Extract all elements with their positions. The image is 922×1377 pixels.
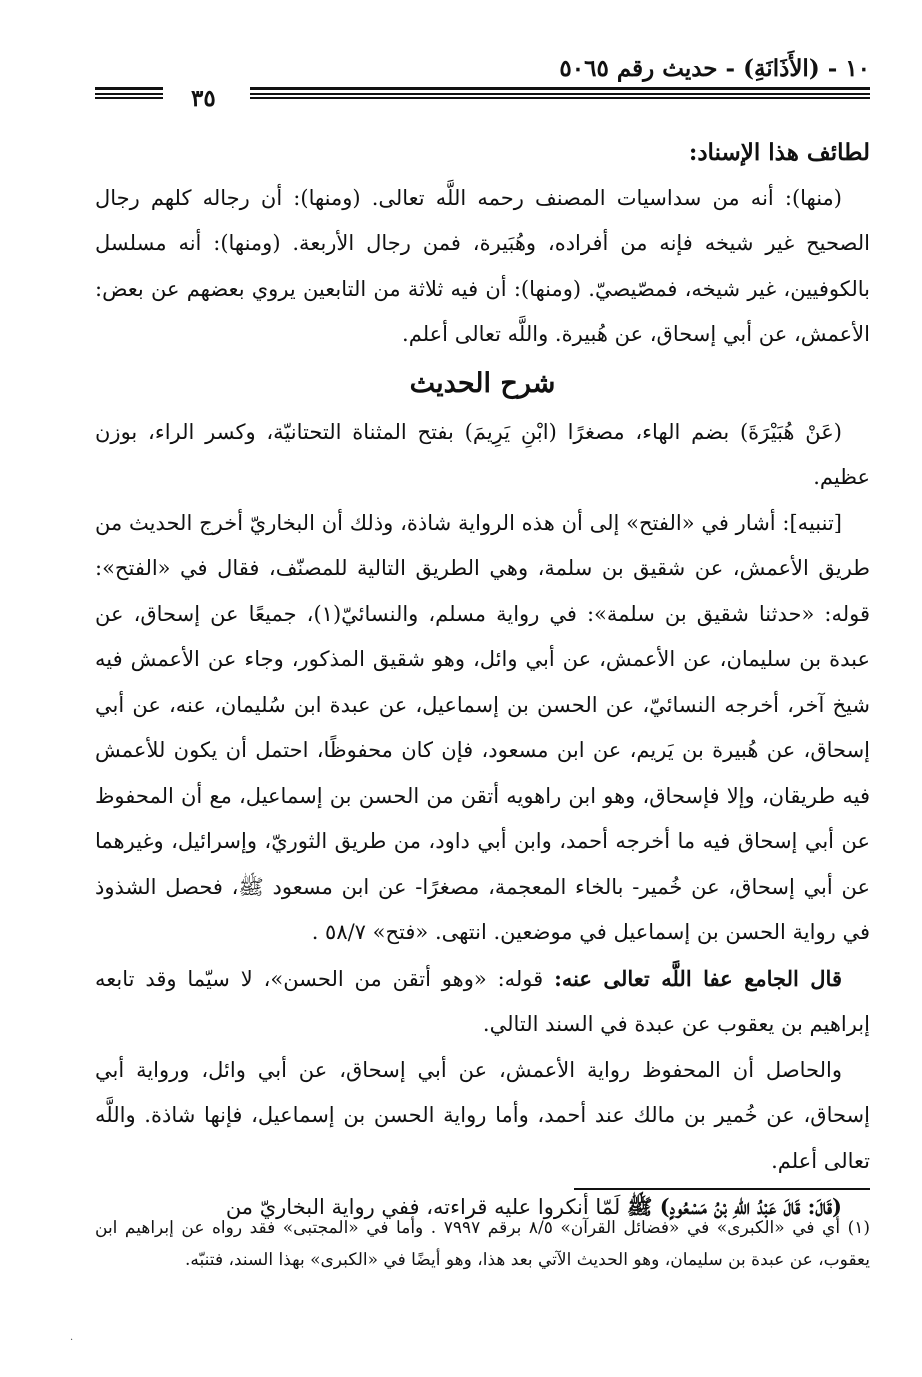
qala-text: لَمّا أنكروا عليه قراءته، ففي رواية البخاريّ من — [225, 1195, 628, 1219]
page-header — [95, 55, 870, 115]
paragraph-jami — [95, 956, 870, 1048]
section-heading-sharh: شرح الحديث — [409, 367, 556, 399]
running-title: ١٠ - (الأَذَانَةِ) - حديث رقم ٥٠٦٥ — [559, 55, 870, 82]
header-rule — [95, 97, 163, 99]
paragraph-tanbih: [تنبيه]: أشار في «الفتح» إلى أن هذه الرواية شاذة، وذلك أن البخاريّ أخرج الحديث من طريق الأعمش، عن شقيق بن سلمة، وهي الطريق التالية للمصنّف، فقال في «الفتح»: قوله: «حدثنا شقيق بن سلمة»: في رواية مسلم، والنسائيّ(١)، جميعًا عن إسحاق، عن عبدة بن سليمان، عن الأعمش، عن أبي وائل، وهو شقيق المذكور، وجاء عن الأعمش فيه شيخ آخر، أخرجه النسائيّ، عن الحسن بن إسماعيل، عن عبدة ابن سُليمان، عنه، عن أبي إسحاق، عن هُبيرة بن يَريم، عن ابن مسعود، فإن كان محفوظًا، احتمل أن يكون للأعمش فيه طريقان، وإلا فإسحاق، وهو ابن راهويه أتقن من الحسن بن إسماعيل، مع أن المحفوظ عن أبي إسحاق فيه ما أخرجه أحمد، وابن أبي داود، من طريق الثوريّ، وإسرائيل، وغيرهما عن أبي إسحاق، عن خُمير- بالخاء المعجمة، مصغرًا- عن ابن مسعود ﷺ، فحصل الشذوذ في رواية الحسن بن إسماعيل في موضعين. انتهى. «فتح» ٥٨/٧ . — [95, 510, 870, 944]
header-rule — [95, 87, 163, 95]
header-rule — [250, 87, 870, 95]
paragraph-hasil: والحاصل أن المحفوظ رواية الأعمش، عن أبي إسحاق، عن أبي وائل، ورواية أبي إسحاق، عن خُمير بن مالك عند أحمد، وأما رواية الحسن بن إسماعيل، فإنها شاذة. واللَّه تعالى أعلم. — [95, 1057, 870, 1173]
main-text — [95, 130, 870, 1231]
jami-label: قال الجامع عفا اللَّه تعالى عنه: — [554, 965, 842, 991]
footnotes — [95, 1212, 870, 1276]
jami-text: قوله: «وهو أتقن من الحسن»، لا سيّما وقد تابعه إبراهيم بن يعقوب عن عبدة في السند التالي. — [95, 966, 870, 1036]
page-mark: · — [70, 1335, 74, 1346]
paragraph-isnad: (منها): أنه من سداسيات المصنف رحمه اللَّه تعالى. (ومنها): أن رجاله كلهم رجال الصحيح غير شيخه فإنه من أفراده، وهُبَيرة، فمن رجال الأربعة. (ومنها): أنه مسلسل بالكوفيين، غير شيخه، فمصّيصيّ. (ومنها): أن فيه ثلاثة من التابعين يروي بعضهم عن بعض: الأعمش، عن أبي إسحاق، عن هُبيرة. واللَّه تعالى أعلم. — [95, 185, 870, 346]
footnote-1: (١) أي في «الكبرى» في «فضائل القرآن» ٨/٥ برقم ٧٩٩٧ . وأما في «المجتبى» فقد رواه عن إبراهيم ابن يعقوب، عن عبدة بن سليمان، وهو الحديث الآتي بعد هذا، وهو أيضًا في «الكبرى» بهذا السند، فتنبّه. — [95, 1218, 870, 1270]
section-heading-isnad: لطائف هذا الإسناد: — [688, 139, 870, 166]
paragraph-hubaira: (عَنْ هُبَيْرَةَ) بضم الهاء، مصغرًا (ابْنِ يَرِيمَ) بفتح المثناة التحتانيّة، وكسر الراء، بوزن عظيم. — [95, 419, 870, 489]
footnote-separator — [574, 1188, 870, 1190]
header-rule — [250, 97, 870, 99]
page-number: ٣٥ — [191, 85, 216, 112]
qala-label: (قَالَ: قَالَ عَبْدُ اللهِ بْنُ مَسْعُودٍ) ﷺ — [627, 1194, 842, 1219]
